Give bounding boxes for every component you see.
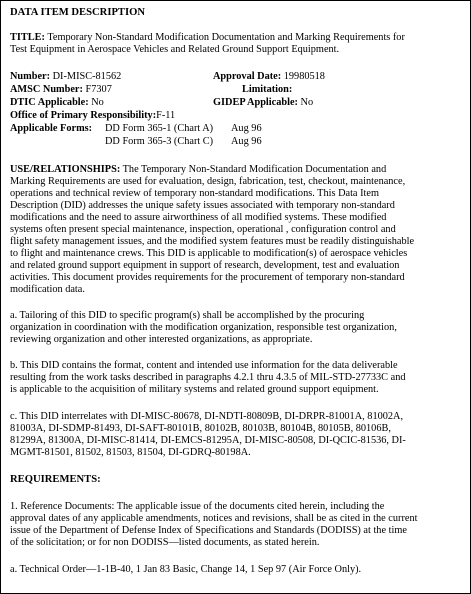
paragraph-c-line: MGMT-81501, 81502, 81503, 81504, DI-GDRQ-80198A. xyxy=(10,447,251,458)
use-line: activities. This document provides requirements for the procurement of temporary non-standard xyxy=(10,272,405,283)
amsc-field xyxy=(10,84,112,96)
number-field xyxy=(10,71,121,83)
opr-field xyxy=(10,110,175,122)
approval-date-value: 19980518 xyxy=(283,71,325,82)
amsc-value: F7307 xyxy=(85,84,112,95)
use-line: flight safety management issues, and the modified system features must be readily distinguishable xyxy=(10,236,415,247)
use-line: Description (DID) addresses the unique safety issues associated with temporary non-standard xyxy=(10,200,395,211)
opr-value: F-11 xyxy=(156,110,176,121)
use-line: modification data. xyxy=(10,284,85,295)
title-line-2: Test Equipment in Aerospace Vehicles and Related Ground Support Equipment. xyxy=(10,44,340,55)
applicable-forms-label: Applicable Forms: xyxy=(10,123,93,134)
form-1-date: Aug 96 xyxy=(231,123,262,134)
paragraph-b-line: is applicable to the acquisition of military systems and related ground support equipment. xyxy=(10,384,379,395)
dtic-value: No xyxy=(91,97,104,108)
paragraph-a-line: a. Tailoring of this DID to specific program(s) shall be accomplished by the procuring xyxy=(10,310,365,321)
form-2-date: Aug 96 xyxy=(231,136,262,147)
dtic-field xyxy=(10,97,104,109)
limitation-field xyxy=(242,84,292,96)
use-relationships-label: USE/RELATIONSHIPS: xyxy=(10,164,121,175)
paragraph-c-line: c. This DID interrelates with DI-MISC-80678, DI-NDTI-80809B, DI-DRPR-81001A, 81002A, xyxy=(10,411,404,422)
document-heading: DATA ITEM DESCRIPTION xyxy=(10,7,145,18)
use-line: and related ground support equipment in support of research, development, test and evaluation xyxy=(10,260,400,271)
title-label: TITLE: xyxy=(10,32,45,43)
form-1: DD Form 365-1 (Chart A) xyxy=(105,123,214,134)
opr-label: Office of Primary Responsibility: xyxy=(10,110,157,121)
number-label: Number: xyxy=(10,71,51,82)
title-text-1: Temporary Non-Standard Modification Documentation and Marking Requirements for xyxy=(47,32,405,43)
use-line: to flight and maintenance crews. This DID is applicable to modification(s) of aerospace vehicles xyxy=(10,248,408,259)
use-relationships-line-1 xyxy=(10,164,386,176)
requirement-1a-line: a. Technical Order—1-1B-40, 1 Jan 83 Basic, Change 14, 1 Sep 97 (Air Force Only). xyxy=(10,564,362,575)
requirements-heading: REQUIREMENTS: xyxy=(10,474,101,485)
requirement-1-line: issue of the Department of Defense Index of Specifications and Standards (DODISS) at the time xyxy=(10,525,407,536)
paragraph-b-line: resulting from the work tasks described in paragraphs 4.2.1 thru 4.3.5 of MIL-STD-27733C and xyxy=(10,372,406,383)
form-2: DD Form 365-3 (Chart C) xyxy=(105,136,214,147)
gidep-label: GIDEP Applicable: xyxy=(213,97,298,108)
paragraph-c-line: 81003A, DI-SDMP-81493, DI-SAFT-80101B, 80102B, 80103B, 80104B, 80105B, 80106B, xyxy=(10,423,391,434)
paragraph-a-line: organization in coordination with the modification organization, responsible test organization, xyxy=(10,322,397,333)
limitation-label: Limitation: xyxy=(242,84,293,95)
paragraph-a-line: reviewing organization and other interested organizations, as appropriate. xyxy=(10,334,313,345)
approval-date-label: Approval Date: xyxy=(213,71,282,82)
amsc-label: AMSC Number: xyxy=(10,84,83,95)
requirement-1-line: approval dates of any applicable amendments, notices and revisions, shall be as cited in the current xyxy=(10,513,418,524)
use-line: The Temporary Non-Standard Modification Documentation and xyxy=(122,164,387,175)
use-line: modifications and the need to assure airworthiness of all modified systems. These modified xyxy=(10,212,387,223)
title-line-1 xyxy=(10,32,405,44)
requirement-1-line: of the solicitation; or for non DODISS—listed documents, as stated herein. xyxy=(10,537,320,548)
gidep-field xyxy=(213,97,313,109)
number-value: DI-MISC-81562 xyxy=(52,71,122,82)
approval-date-field xyxy=(213,71,325,83)
paragraph-c-line: 81299A, 81300A, DI-MISC-81414, DI-EMCS-81295A, DI-MISC-80508, DI-QCIC-81536, DI- xyxy=(10,435,406,446)
use-line: systems often present special maintenance, inspection, operational , configuration control and xyxy=(10,224,396,235)
dtic-label: DTIC Applicable: xyxy=(10,97,89,108)
paragraph-b-line: b. This DID contains the format, content and intended use information for the data deliverable xyxy=(10,360,398,371)
use-line: operations and technical review of temporary non-standard modifications. This Data Item xyxy=(10,188,379,199)
use-line: Marking Requirements are used for evaluation, design, fabrication, test, checkout, maintenance, xyxy=(10,176,406,187)
gidep-value: No xyxy=(300,97,314,108)
requirement-1-line: 1. Reference Documents: The applicable issue of the documents cited herein, including the xyxy=(10,501,385,512)
